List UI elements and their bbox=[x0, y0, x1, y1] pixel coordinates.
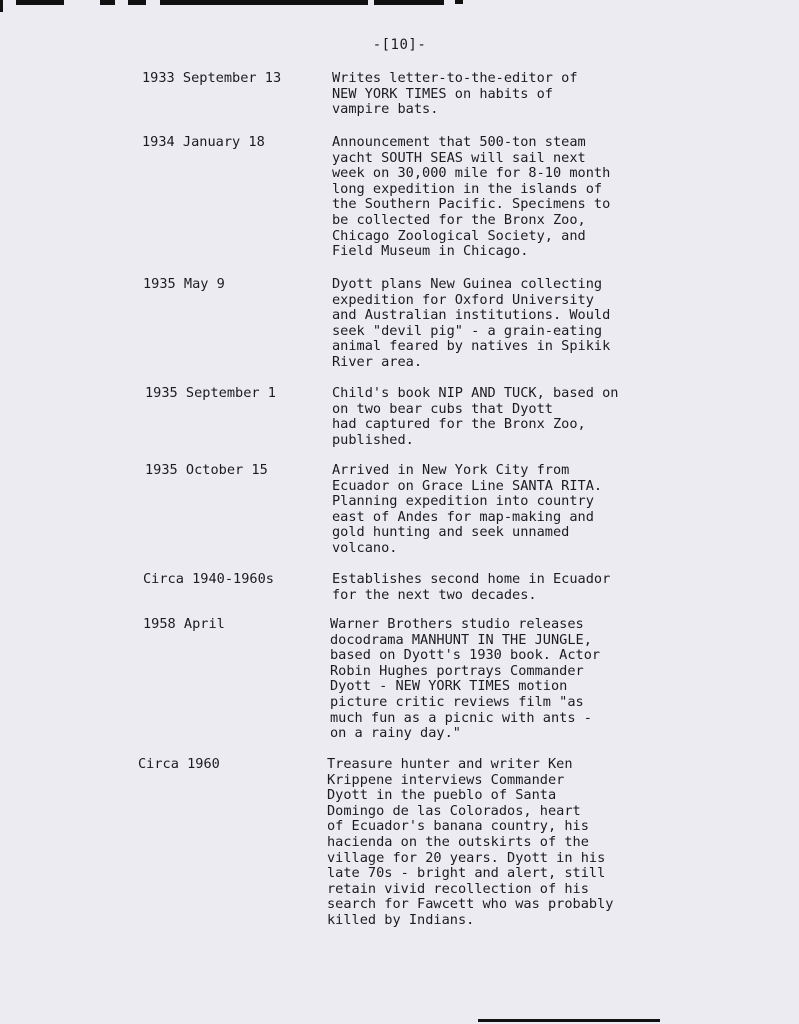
entry-date: Circa 1960 bbox=[138, 756, 220, 772]
scan-edge-mark bbox=[0, 0, 3, 12]
description-line: of Ecuador's banana country, his bbox=[327, 818, 589, 835]
entry-description bbox=[332, 71, 578, 118]
scan-edge-mark bbox=[478, 1019, 660, 1022]
description-line: village for 20 years. Dyott in his bbox=[327, 849, 606, 866]
description-line: Robin Hughes portrays Commander bbox=[330, 662, 584, 679]
entry-date: Circa 1940-1960s bbox=[143, 571, 274, 587]
scan-edge-mark bbox=[455, 0, 463, 4]
description-line: Writes letter-to-the-editor of bbox=[332, 70, 578, 86]
entry-date: 1935 October 15 bbox=[145, 462, 268, 478]
description-line: vampire bats. bbox=[332, 101, 439, 118]
scan-edge-mark bbox=[16, 0, 64, 5]
description-line: long expedition in the islands of bbox=[332, 180, 603, 197]
entry-description bbox=[332, 277, 610, 371]
description-line: seek "devil pig" - a grain-eating bbox=[332, 322, 603, 339]
description-line: published. bbox=[332, 431, 414, 448]
entry-description bbox=[332, 463, 602, 557]
description-line: gold hunting and seek unnamed bbox=[332, 524, 570, 541]
description-line: NEW YORK TIMES on habits of bbox=[332, 85, 553, 102]
description-line: Warner Brothers studio releases bbox=[330, 616, 584, 632]
description-line: Child's book NIP AND TUCK, based on bbox=[332, 385, 619, 401]
scan-edge-mark bbox=[160, 0, 368, 5]
entry-description bbox=[332, 135, 610, 260]
description-line: search for Fawcett who was probably bbox=[327, 896, 614, 913]
description-line: expedition for Oxford University bbox=[332, 291, 594, 308]
description-line: for the next two decades. bbox=[332, 586, 537, 603]
description-line: killed by Indians. bbox=[327, 911, 475, 928]
scan-edge-mark bbox=[100, 0, 115, 5]
description-line: Arrived in New York City from bbox=[332, 462, 570, 478]
description-line: Announcement that 500-ton steam bbox=[332, 134, 586, 150]
description-line: Dyott - NEW YORK TIMES motion bbox=[330, 678, 568, 695]
description-line: animal feared by natives in Spikik bbox=[332, 338, 611, 355]
description-line: volcano. bbox=[332, 539, 398, 556]
description-line: Domingo de las Colorados, heart bbox=[327, 802, 581, 819]
description-line: retain vivid recollection of his bbox=[327, 880, 589, 897]
description-line: the Southern Pacific. Specimens to bbox=[332, 196, 611, 213]
entry-description bbox=[332, 572, 610, 603]
description-line: Field Museum in Chicago. bbox=[332, 243, 529, 260]
description-line: much fun as a picnic with ants - bbox=[330, 709, 592, 726]
scan-edge-mark bbox=[374, 0, 444, 5]
entry-description bbox=[330, 617, 600, 742]
page-number: -[10]- bbox=[372, 37, 427, 53]
entry-date: 1958 April bbox=[143, 616, 225, 632]
description-line: River area. bbox=[332, 353, 423, 370]
description-line: based on Dyott's 1930 book. Actor bbox=[330, 647, 601, 664]
description-line: picture critic reviews film "as bbox=[330, 693, 584, 710]
description-line: Chicago Zoological Society, and bbox=[332, 227, 586, 244]
description-line: week on 30,000 mile for 8-10 month bbox=[332, 165, 611, 182]
entry-date: 1934 January 18 bbox=[142, 134, 265, 150]
description-line: Dyott plans New Guinea collecting bbox=[332, 276, 603, 292]
entry-date: 1935 May 9 bbox=[143, 276, 225, 292]
entry-description bbox=[332, 386, 618, 448]
description-line: yacht SOUTH SEAS will sail next bbox=[332, 149, 586, 166]
description-line: Krippene interviews Commander bbox=[327, 771, 565, 788]
description-line: east of Andes for map-making and bbox=[332, 508, 594, 525]
entry-description bbox=[327, 757, 613, 929]
description-line: Planning expedition into country bbox=[332, 493, 594, 510]
description-line: had captured for the Bronx Zoo, bbox=[332, 416, 586, 433]
description-line: Dyott in the pueblo of Santa bbox=[327, 787, 557, 804]
description-line: Establishes second home in Ecuador bbox=[332, 571, 611, 587]
description-line: and Australian institutions. Would bbox=[332, 307, 611, 324]
description-line: docodrama MANHUNT IN THE JUNGLE, bbox=[330, 631, 592, 648]
description-line: Treasure hunter and writer Ken bbox=[327, 756, 573, 772]
description-line: on a rainy day." bbox=[330, 725, 461, 742]
scan-edge-mark bbox=[128, 0, 146, 5]
description-line: late 70s - bright and alert, still bbox=[327, 865, 606, 882]
description-line: hacienda on the outskirts of the bbox=[327, 833, 589, 850]
entry-date: 1933 September 13 bbox=[142, 70, 282, 86]
description-line: be collected for the Bronx Zoo, bbox=[332, 211, 586, 228]
description-line: Ecuador on Grace Line SANTA RITA. bbox=[332, 477, 603, 494]
entry-date: 1935 September 1 bbox=[145, 385, 276, 401]
description-line: on two bear cubs that Dyott bbox=[332, 400, 553, 417]
